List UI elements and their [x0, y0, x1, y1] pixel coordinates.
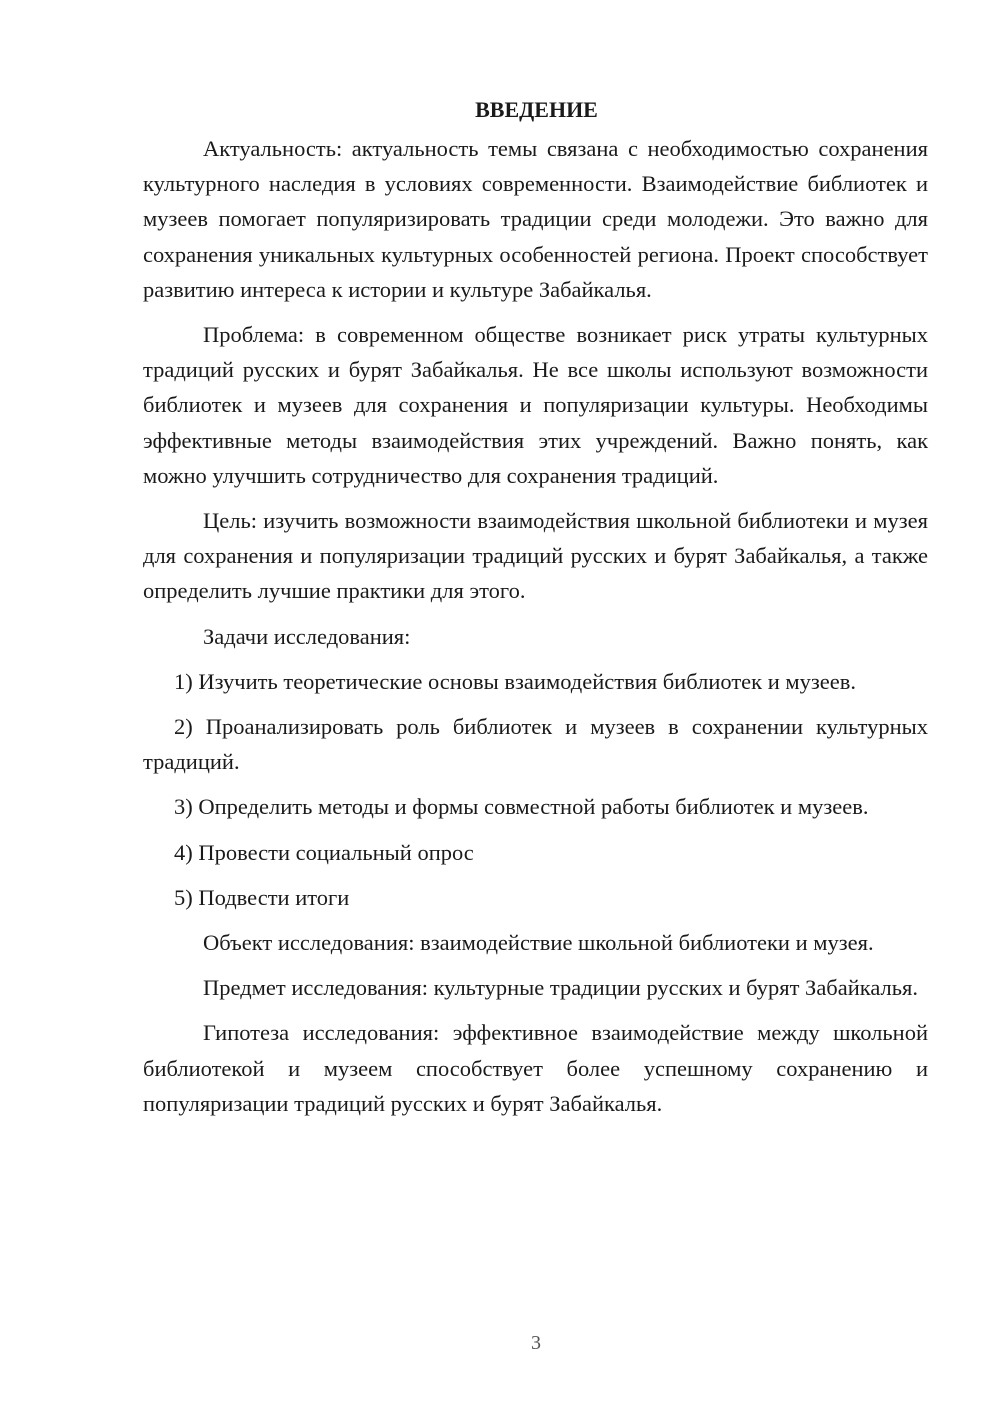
task-item-5: 5) Подвести итоги [174, 884, 350, 910]
task-item-3: 3) Определить методы и формы совместной работы библиотек и музеев. [174, 794, 869, 820]
relevance-paragraph: Актуальность: актуальность темы связана с необходимостью сохранения культурного наследия в условиях современности. Взаимодействие библиотек и музеев помогает популяризировать традиции среди молодежи. Это важно для сохранения уникальных культурных особенностей региона. Проект способствует развитию интереса к истории и культуре Забайкалья. [143, 136, 928, 302]
document-title: ВВЕДЕНИЕ [475, 97, 598, 122]
page-number: 3 [531, 1332, 541, 1354]
tasks-heading: Задачи исследования: [203, 623, 411, 649]
object-paragraph: Объект исследования: взаимодействие школьной библиотеки и музея. [203, 930, 874, 956]
task-item-4: 4) Провести социальный опрос [174, 839, 474, 865]
subject-paragraph: Предмет исследования: культурные традиции русских и бурят Забайкалья. [203, 975, 919, 1001]
hypothesis-paragraph: Гипотеза исследования: эффективное взаимодействие между школьной библиотекой и музеем способствует более успешному сохранению и популяризации традиций русских и бурят Забайкалья. [143, 1020, 928, 1116]
task-item-2: 2) Проанализировать роль библиотек и музеев в сохранении культурных традиций. [143, 714, 928, 775]
goal-paragraph: Цель: изучить возможности взаимодействия школьной библиотеки и музея для сохранения и популяризации традиций русских и бурят Забайкалья, а также определить лучшие практики для этого. [143, 508, 928, 604]
task-item-1: 1) Изучить теоретические основы взаимодействия библиотек и музеев. [174, 668, 856, 694]
problem-paragraph: Проблема: в современном обществе возникает риск утраты культурных традиций русских и бурят Забайкалья. Не все школы используют возможности библиотек и музеев для сохранения и популяризации культуры. Необходимы эффективные методы взаимодействия этих учреждений. Важно понять, как можно улучшить сотрудничество для сохранения традиций. [143, 322, 928, 488]
document-page [143, 92, 928, 1131]
